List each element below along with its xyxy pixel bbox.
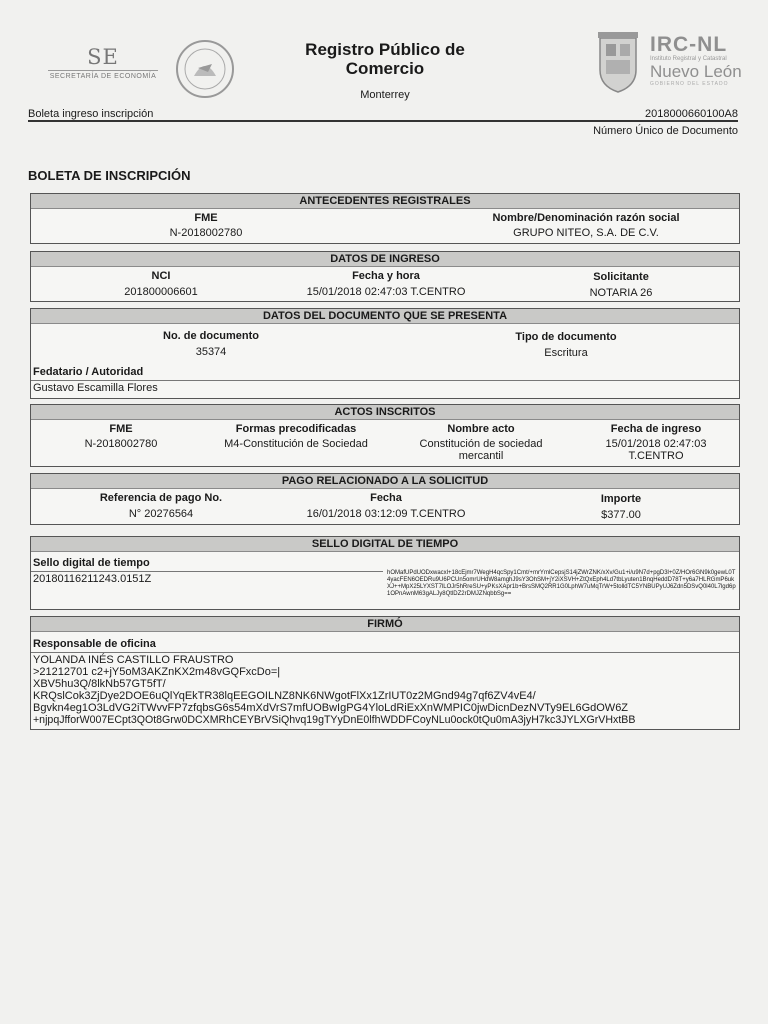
mexico-seal-icon	[174, 38, 236, 100]
sello-divider	[31, 571, 383, 572]
responsable-name: YOLANDA INÉS CASTILLO FRAUSTRO	[33, 654, 234, 666]
documento-title: DATOS DEL DOCUMENTO QUE SE PRESENTA	[31, 309, 739, 324]
fecha-ingreso-value-1: 15/01/2018 02:47:03	[605, 438, 707, 450]
boleta-label: Boleta ingreso inscripción	[28, 108, 154, 120]
fedatario-divider	[31, 380, 739, 381]
no-documento-value: 35374	[195, 346, 227, 358]
nci-value: 201800006601	[124, 286, 198, 298]
responsable-label: Responsable de oficina	[33, 638, 156, 650]
title-line-1: Registro Público de	[305, 40, 465, 59]
firma-line-2: XBV5hu3Q/8lkNb57GT5fT/	[33, 678, 166, 690]
fme-label: FME	[194, 212, 218, 224]
sello-hash: hOMafUPdUODxwacxl+18cEjmr7WegH4qcSpy1Cmt/+mrYmlCepsjS14jZWrZNK/xXv/Gu1+i/u9N7d+pgD3l+0Z/HOr6GN9k0gewL0T4yacFEN6OEDRu9U6PCUn5omrUHdW8amghJ9sY3OhSM+jY2iXSVH+ZtQxEph4Ld7tbLyuten1BnqHeddD78T+y6a7HLRGmP6ukXJ++MpX25LYXST7lLOJr5hRreSU+yPKsXApr1b+BrsSMQ2RR1G0LphW7uMqTrW+5tolldTC5YNBUPyUJ6Zdn5DSvQ0l40L7lgd6p1OPnAwnM63gALJy8QtlDZ2rDMJZNqbbSg==	[387, 570, 736, 597]
page-title	[270, 40, 500, 78]
documento-section	[30, 308, 740, 399]
fecha-ingreso-label: Fecha de ingreso	[610, 423, 702, 435]
se-logo	[48, 46, 158, 80]
pago-fecha-label: Fecha	[370, 492, 402, 504]
responsable-divider	[31, 652, 739, 653]
sello-title: SELLO DIGITAL DE TIEMPO	[31, 537, 739, 552]
nombre-acto-label: Nombre acto	[447, 423, 515, 435]
antecedentes-title: ANTECEDENTES REGISTRALES	[31, 194, 739, 209]
fedatario-value: Gustavo Escamilla Flores	[33, 382, 158, 394]
actos-fme-value: N-2018002780	[84, 438, 158, 450]
fedatario-label: Fedatario / Autoridad	[33, 366, 144, 378]
firma-line-3: KRQslCok3ZjDye2DOE6uQlYqEkTR38lqEEGOILNZ8NK6NWgotFlXx1ZrIUT0z2MGnd94g7qf6ZV4vE4/	[33, 690, 536, 702]
pago-title: PAGO RELACIONADO A LA SOLICITUD	[31, 474, 739, 489]
firma-line-5: +njpqJfforW007ECpt3QOt8Grw0DCXMRhCEYBrVSiQhvq19gTYyDnE0lfhWDDFCoyNLu0ock0tQu0mA3jyH7kc3JYLXGrVHxtBB	[33, 714, 636, 726]
ingreso-title: DATOS DE INGRESO	[31, 252, 739, 267]
irc-logo	[650, 34, 742, 87]
firmo-section	[30, 616, 740, 730]
nombre-acto-value-2: mercantil	[458, 450, 504, 462]
referencia-label: Referencia de pago No.	[99, 492, 223, 504]
firmo-title: FIRMÓ	[31, 617, 739, 632]
firma-line-4: Bgvkn4eg1O3LdVG2iTWvvFP7zfqbsG6s54mXdVrS7mfUOBwIgPG4YloLdRiExXnWMPIC0jwDicnDezNVTy9EL6GdOW6Z	[33, 702, 629, 714]
formas-value: M4-Constitución de Sociedad	[224, 438, 368, 450]
irc-state: Nuevo León	[650, 62, 742, 81]
title-line-2: Comercio	[345, 59, 425, 78]
pago-fecha-value: 16/01/2018 03:12:09 T.CENTRO	[306, 508, 466, 520]
firma-line-1: >21212701 c2+jY5oM3AKZnKX2m48vGQFxcDo=|	[33, 666, 281, 678]
solicitante-value: NOTARIA 26	[589, 287, 653, 299]
solicitante-label: Solicitante	[593, 271, 649, 283]
fecha-ingreso-value-2: T.CENTRO	[628, 450, 684, 462]
sello-label: Sello digital de tiempo	[33, 557, 150, 569]
fecha-hora-label: Fecha y hora	[352, 270, 420, 282]
nombre-value: GRUPO NITEO, S.A. DE C.V.	[513, 227, 659, 239]
sello-value: 20180116211243.0151Z	[33, 573, 152, 585]
pago-section	[30, 473, 740, 525]
fme-value: N-2018002780	[169, 227, 243, 239]
header-rule	[28, 120, 738, 122]
se-divider	[48, 70, 158, 71]
nuevo-leon-shield-icon	[594, 30, 642, 94]
boleta-heading: BOLETA DE INSCRIPCIÓN	[28, 168, 191, 183]
tipo-documento-label: Tipo de documento	[515, 331, 617, 343]
irc-gob: GOBIERNO DEL ESTADO	[650, 81, 729, 87]
irc-title: IRC-NL	[650, 33, 728, 56]
nombre-label: Nombre/Denominación razón social	[492, 212, 680, 224]
nci-label: NCI	[151, 270, 171, 282]
antecedentes-section	[30, 193, 740, 244]
actos-title: ACTOS INSCRITOS	[31, 405, 739, 420]
formas-label: Formas precodificadas	[235, 423, 357, 435]
doc-number: 2018000660100A8	[645, 108, 738, 120]
se-abbrev: SE	[87, 45, 119, 69]
importe-value: $377.00	[601, 509, 641, 521]
tipo-documento-value: Escritura	[544, 347, 588, 359]
actos-section	[30, 404, 740, 467]
referencia-value: N° 20276564	[128, 508, 194, 520]
secretaria-label: SECRETARÍA DE ECONOMÍA	[49, 73, 157, 80]
doc-number-label: Número Único de Documento	[593, 125, 738, 137]
fecha-hora-value: 15/01/2018 02:47:03 T.CENTRO	[306, 286, 466, 298]
actos-fme-label: FME	[109, 423, 133, 435]
ingreso-section	[30, 251, 740, 302]
sello-section	[30, 536, 740, 610]
irc-institute: Instituto Registral y Catastral	[650, 56, 727, 62]
city-label: Monterrey	[360, 89, 410, 101]
nombre-acto-value-1: Constitución de sociedad	[419, 438, 543, 450]
importe-label: Importe	[600, 493, 642, 505]
no-documento-label: No. de documento	[163, 330, 259, 342]
